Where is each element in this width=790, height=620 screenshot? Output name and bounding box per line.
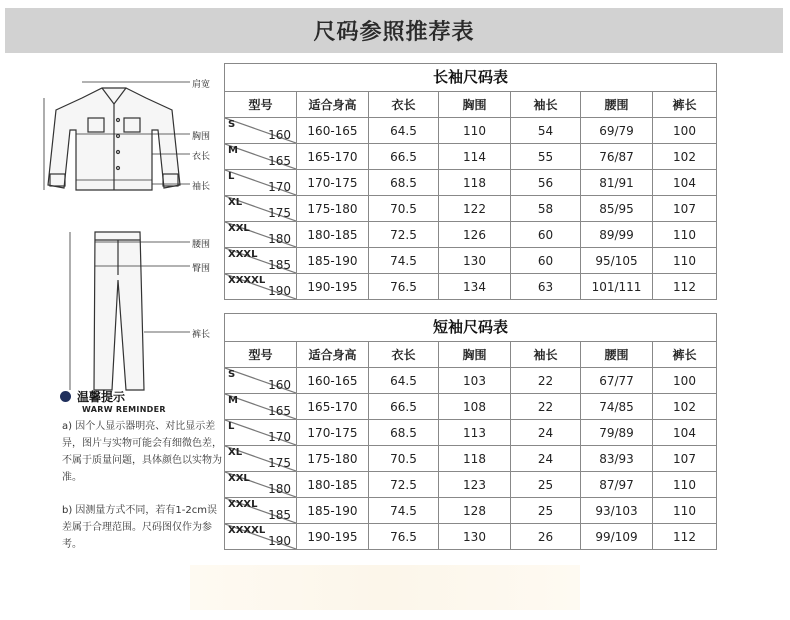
waist-cell: 85/95 (581, 196, 653, 222)
chest-cell: 130 (439, 248, 511, 274)
model-cell (225, 446, 297, 472)
table-row (225, 144, 717, 170)
sleeve-cell: 60 (511, 248, 581, 274)
height-range-cell: 160-165 (297, 118, 369, 144)
pants-cell: 100 (653, 368, 717, 394)
table-row (225, 368, 717, 394)
sleeve-cell: 60 (511, 222, 581, 248)
model-cell (225, 524, 297, 550)
size-code: XXXXL (228, 275, 266, 286)
size-code: XXXXL (228, 525, 266, 536)
sleeve-cell: 25 (511, 498, 581, 524)
pants-cell: 107 (653, 196, 717, 222)
height-range-cell: 160-165 (297, 368, 369, 394)
height-code: 175 (268, 206, 291, 220)
model-cell (225, 144, 297, 170)
header-waist: 腰围 (581, 342, 653, 368)
bottom-banner (190, 565, 580, 610)
length-cell: 76.5 (369, 524, 439, 550)
table-row (225, 498, 717, 524)
long-sleeve-title: 长袖尺码表 (224, 63, 717, 91)
waist-cell: 81/91 (581, 170, 653, 196)
height-range-cell: 170-175 (297, 420, 369, 446)
short-sleeve-title: 短袖尺码表 (224, 313, 717, 341)
height-code: 165 (268, 154, 291, 168)
pants-cell: 102 (653, 144, 717, 170)
table-row (225, 446, 717, 472)
model-cell (225, 498, 297, 524)
waist-cell: 87/97 (581, 472, 653, 498)
header-model: 型号 (225, 342, 297, 368)
height-code: 160 (268, 378, 291, 392)
size-code: L (228, 171, 235, 182)
reminder-subtitle: WARW REMINDER (82, 405, 166, 414)
header-pants: 裤长 (653, 92, 717, 118)
length-cell: 68.5 (369, 170, 439, 196)
sleeve-cell: 54 (511, 118, 581, 144)
table-row (225, 524, 717, 550)
waist-cell: 74/85 (581, 394, 653, 420)
header-length: 衣长 (369, 342, 439, 368)
length-cell: 66.5 (369, 394, 439, 420)
header-length: 衣长 (369, 92, 439, 118)
sleeve-cell: 22 (511, 368, 581, 394)
waist-cell: 95/105 (581, 248, 653, 274)
header-height: 适合身高 (297, 92, 369, 118)
height-range-cell: 180-185 (297, 222, 369, 248)
reminder-note-a: a) 因个人显示器明亮、对比显示差异，图片与实物可能会有细微色差，不属于质量问题，具体颜色以实物为准。 (62, 421, 222, 483)
table-row (225, 472, 717, 498)
size-code: XXXL (228, 499, 258, 510)
size-code: XXL (228, 473, 250, 484)
size-code: S (228, 369, 236, 380)
model-cell (225, 196, 297, 222)
chest-cell: 110 (439, 118, 511, 144)
pants-cell: 110 (653, 472, 717, 498)
height-range-cell: 180-185 (297, 472, 369, 498)
short-sleeve-body (225, 368, 717, 550)
height-code: 170 (268, 430, 291, 444)
size-code: XL (228, 447, 243, 458)
long-sleeve-body (225, 118, 717, 300)
reminder (60, 388, 220, 405)
table-row (225, 222, 717, 248)
length-cell: 70.5 (369, 196, 439, 222)
header-sleeve: 袖长 (511, 92, 581, 118)
height-code: 160 (268, 128, 291, 142)
title-bar (5, 8, 783, 53)
shoulder-label: 肩宽 (192, 80, 211, 90)
length-cell: 64.5 (369, 118, 439, 144)
waist-cell: 76/87 (581, 144, 653, 170)
sleeve-cell: 25 (511, 472, 581, 498)
model-cell (225, 472, 297, 498)
pants-cell: 104 (653, 420, 717, 446)
pants-length-label: 裤长 (192, 330, 211, 340)
pants-cell: 110 (653, 498, 717, 524)
model-cell (225, 222, 297, 248)
reminder-note-b: b) 因测量方式不同，若有1-2cm误差属于合理范围。尺码图仅作为参考。 (62, 505, 217, 550)
chest-cell: 123 (439, 472, 511, 498)
table-row (225, 196, 717, 222)
chest-cell: 108 (439, 394, 511, 420)
sleeve-cell: 56 (511, 170, 581, 196)
height-code: 185 (268, 258, 291, 272)
size-code: M (228, 395, 238, 406)
size-code: L (228, 421, 235, 432)
model-cell (225, 368, 297, 394)
size-code: XXXL (228, 249, 258, 260)
model-cell (225, 170, 297, 196)
table-row (225, 248, 717, 274)
sleeve-cell: 24 (511, 420, 581, 446)
pants-cell: 110 (653, 222, 717, 248)
height-code: 190 (268, 534, 291, 548)
pants-cell: 110 (653, 248, 717, 274)
length-cell: 74.5 (369, 498, 439, 524)
reminder-header (60, 388, 220, 405)
sleeve-cell: 26 (511, 524, 581, 550)
height-range-cell: 190-195 (297, 524, 369, 550)
reminder-title: 温馨提示 (77, 390, 126, 404)
chest-cell: 128 (439, 498, 511, 524)
pants-cell: 100 (653, 118, 717, 144)
table-row (225, 274, 717, 300)
length-cell: 66.5 (369, 144, 439, 170)
height-range-cell: 190-195 (297, 274, 369, 300)
size-code: S (228, 119, 236, 130)
length-cell: 68.5 (369, 420, 439, 446)
height-range-cell: 185-190 (297, 248, 369, 274)
short-sleeve-table (224, 313, 717, 550)
size-code: XXL (228, 223, 250, 234)
height-code: 190 (268, 284, 291, 298)
chest-label: 胸围 (192, 132, 211, 142)
height-code: 170 (268, 180, 291, 194)
sleeve-cell: 63 (511, 274, 581, 300)
garment-illustration (40, 70, 220, 400)
waist-cell: 79/89 (581, 420, 653, 446)
sleeve-cell: 58 (511, 196, 581, 222)
height-code: 185 (268, 508, 291, 522)
height-range-cell: 175-180 (297, 196, 369, 222)
header-model: 型号 (225, 92, 297, 118)
waist-cell: 101/111 (581, 274, 653, 300)
table-row (225, 170, 717, 196)
waist-cell: 93/103 (581, 498, 653, 524)
header-chest: 胸围 (439, 92, 511, 118)
length-cell: 64.5 (369, 368, 439, 394)
chest-cell: 118 (439, 446, 511, 472)
sleeve-cell: 55 (511, 144, 581, 170)
sleeve-cell: 22 (511, 394, 581, 420)
header-row (225, 342, 717, 368)
header-pants: 裤长 (653, 342, 717, 368)
size-code: M (228, 145, 238, 156)
model-cell (225, 118, 297, 144)
header-waist: 腰围 (581, 92, 653, 118)
waist-cell: 67/77 (581, 368, 653, 394)
waist-cell: 83/93 (581, 446, 653, 472)
height-code: 180 (268, 232, 291, 246)
chest-cell: 114 (439, 144, 511, 170)
length-cell: 76.5 (369, 274, 439, 300)
height-code: 165 (268, 404, 291, 418)
model-cell (225, 274, 297, 300)
height-code: 180 (268, 482, 291, 496)
chest-cell: 103 (439, 368, 511, 394)
model-cell (225, 420, 297, 446)
waist-cell: 99/109 (581, 524, 653, 550)
length-cell: 72.5 (369, 222, 439, 248)
height-code: 175 (268, 456, 291, 470)
table-row (225, 118, 717, 144)
waist-cell: 69/79 (581, 118, 653, 144)
pants-cell: 112 (653, 274, 717, 300)
height-range-cell: 165-170 (297, 394, 369, 420)
pants-cell: 107 (653, 446, 717, 472)
waist-label: 腰围 (192, 240, 211, 250)
table-row (225, 420, 717, 446)
length-cell: 72.5 (369, 472, 439, 498)
chest-cell: 122 (439, 196, 511, 222)
pants-cell: 104 (653, 170, 717, 196)
height-range-cell: 170-175 (297, 170, 369, 196)
page-title: 尺码参照推荐表 (313, 20, 475, 45)
shirt-pants-diagram (40, 70, 220, 400)
waist-cell: 89/99 (581, 222, 653, 248)
model-cell (225, 248, 297, 274)
bullet-dot-icon (60, 391, 71, 402)
header-height: 适合身高 (297, 342, 369, 368)
sleeve-cell: 24 (511, 446, 581, 472)
long-sleeve-table (224, 63, 717, 300)
pants-cell: 102 (653, 394, 717, 420)
length-label: 衣长 (192, 152, 211, 162)
height-range-cell: 175-180 (297, 446, 369, 472)
length-cell: 70.5 (369, 446, 439, 472)
table-row (225, 394, 717, 420)
height-range-cell: 185-190 (297, 498, 369, 524)
chest-cell: 113 (439, 420, 511, 446)
header-chest: 胸围 (439, 342, 511, 368)
length-cell: 74.5 (369, 248, 439, 274)
hip-label: 臀围 (192, 264, 211, 274)
header-row (225, 92, 717, 118)
header-sleeve: 袖长 (511, 342, 581, 368)
height-range-cell: 165-170 (297, 144, 369, 170)
sleeve-label: 袖长 (192, 182, 211, 192)
size-code: XL (228, 197, 243, 208)
chest-cell: 134 (439, 274, 511, 300)
chest-cell: 118 (439, 170, 511, 196)
chest-cell: 126 (439, 222, 511, 248)
chest-cell: 130 (439, 524, 511, 550)
model-cell (225, 394, 297, 420)
pants-cell: 112 (653, 524, 717, 550)
